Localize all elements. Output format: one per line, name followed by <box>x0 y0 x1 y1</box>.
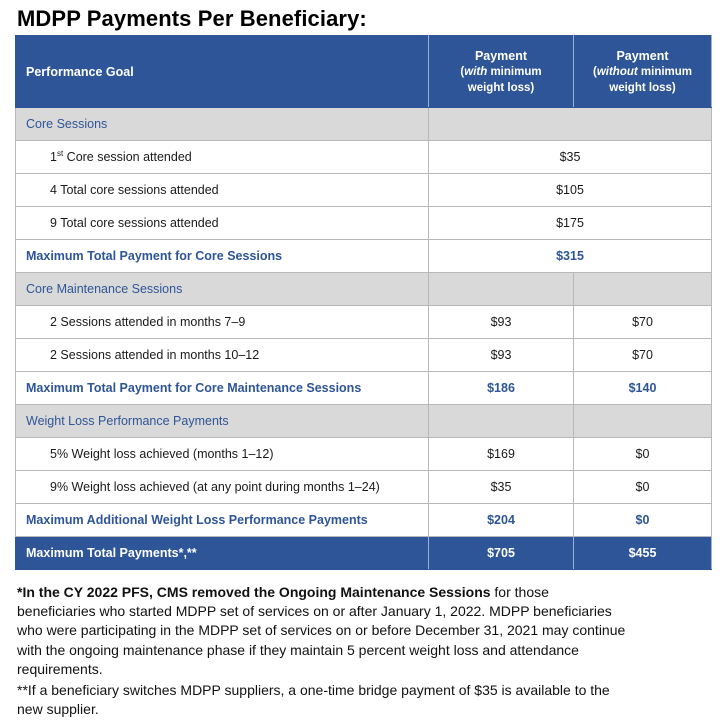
header-with-em: with <box>464 65 488 78</box>
header-without-line2: (without minimum <box>592 65 693 78</box>
total-value-with: $705 <box>429 537 574 570</box>
row-value-with: $169 <box>429 438 574 471</box>
max-row-maintenance <box>16 372 712 405</box>
header-with-line1: Payment <box>474 48 528 63</box>
row-value: $105 <box>429 174 712 207</box>
section-empty-cell <box>429 108 712 141</box>
header-without-rest: minimum <box>637 65 693 78</box>
header-payment-without <box>574 36 712 108</box>
section-empty-cell <box>574 405 712 438</box>
header-payment-with <box>429 36 574 108</box>
table-row <box>16 306 712 339</box>
table-row <box>16 471 712 504</box>
table-row <box>16 339 712 372</box>
max-row-core <box>16 240 712 273</box>
row-label-post: Core session attended <box>63 150 192 164</box>
row-value-with: $93 <box>429 339 574 372</box>
section-row-maintenance <box>16 273 712 306</box>
row-label: 9% Weight loss achieved (at any point during months 1–24) <box>16 471 429 504</box>
row-value-without: $70 <box>574 339 712 372</box>
header-without-line3: weight loss) <box>609 81 676 94</box>
page-title: MDPP Payments Per Beneficiary: <box>17 6 367 31</box>
max-value-with: $204 <box>429 504 574 537</box>
footnote-1 <box>17 583 627 679</box>
section-row-weight-loss <box>16 405 712 438</box>
max-value-with: $186 <box>429 372 574 405</box>
header-with-rest: minimum <box>487 65 542 78</box>
row-label-pre: 1 <box>50 150 57 164</box>
footnote-1-text: for those beneficiaries who started MDPP set of services on or after January 1, 2022. MDPP beneficiaries who were participating in the MDPP set of services on or before December 31, 2021 may continue with the ongoing maintenance phase if they maintain 5 percent weight loss and attendance requirements. <box>17 584 626 677</box>
table-row <box>16 174 712 207</box>
row-value-without: $70 <box>574 306 712 339</box>
row-value-without: $0 <box>574 471 712 504</box>
max-label: Maximum Total Payment for Core Maintenance Sessions <box>16 372 429 405</box>
section-empty-cell <box>429 273 574 306</box>
row-value-with: $35 <box>429 471 574 504</box>
total-label: Maximum Total Payments*,** <box>16 537 429 570</box>
header-with-line3: weight loss) <box>467 81 535 94</box>
table-row <box>16 141 712 174</box>
row-label: 2 Sessions attended in months 10–12 <box>16 339 429 372</box>
row-value-with: $93 <box>429 306 574 339</box>
row-label-sup: st <box>56 148 64 158</box>
table-header-row <box>16 36 712 108</box>
header-without-line1: Payment <box>616 48 669 63</box>
max-value-without: $140 <box>574 372 712 405</box>
header-without-em: without <box>596 65 638 78</box>
row-label: 4 Total core sessions attended <box>16 174 429 207</box>
row-value-without: $0 <box>574 438 712 471</box>
table-row <box>16 207 712 240</box>
row-value: $35 <box>429 141 712 174</box>
total-value-without: $455 <box>574 537 712 570</box>
max-label: Maximum Total Payment for Core Sessions <box>16 240 429 273</box>
section-label: Weight Loss Performance Payments <box>16 405 429 438</box>
row-label: 5% Weight loss achieved (months 1–12) <box>16 438 429 471</box>
header-performance-goal: Performance Goal <box>16 36 429 108</box>
row-label <box>16 141 429 174</box>
footnotes <box>17 583 627 721</box>
table-row <box>16 438 712 471</box>
payments-table <box>15 35 712 570</box>
max-value: $315 <box>429 240 712 273</box>
header-with-line2: (with minimum <box>460 65 542 78</box>
total-row <box>16 537 712 570</box>
row-value: $175 <box>429 207 712 240</box>
max-label: Maximum Additional Weight Loss Performance Payments <box>16 504 429 537</box>
max-row-weight-loss <box>16 504 712 537</box>
row-label: 2 Sessions attended in months 7–9 <box>16 306 429 339</box>
section-label: Core Sessions <box>16 108 429 141</box>
section-empty-cell <box>574 273 712 306</box>
row-label: 9 Total core sessions attended <box>16 207 429 240</box>
section-empty-cell <box>429 405 574 438</box>
max-value-without: $0 <box>574 504 712 537</box>
section-row-core <box>16 108 712 141</box>
footnote-1-bold: *In the CY 2022 PFS, CMS removed the Ongoing Maintenance Sessions <box>17 584 491 600</box>
footnote-2: **If a beneficiary switches MDPP suppliers, a one-time bridge payment of $35 is available to the new supplier. <box>17 682 610 718</box>
section-label: Core Maintenance Sessions <box>16 273 429 306</box>
